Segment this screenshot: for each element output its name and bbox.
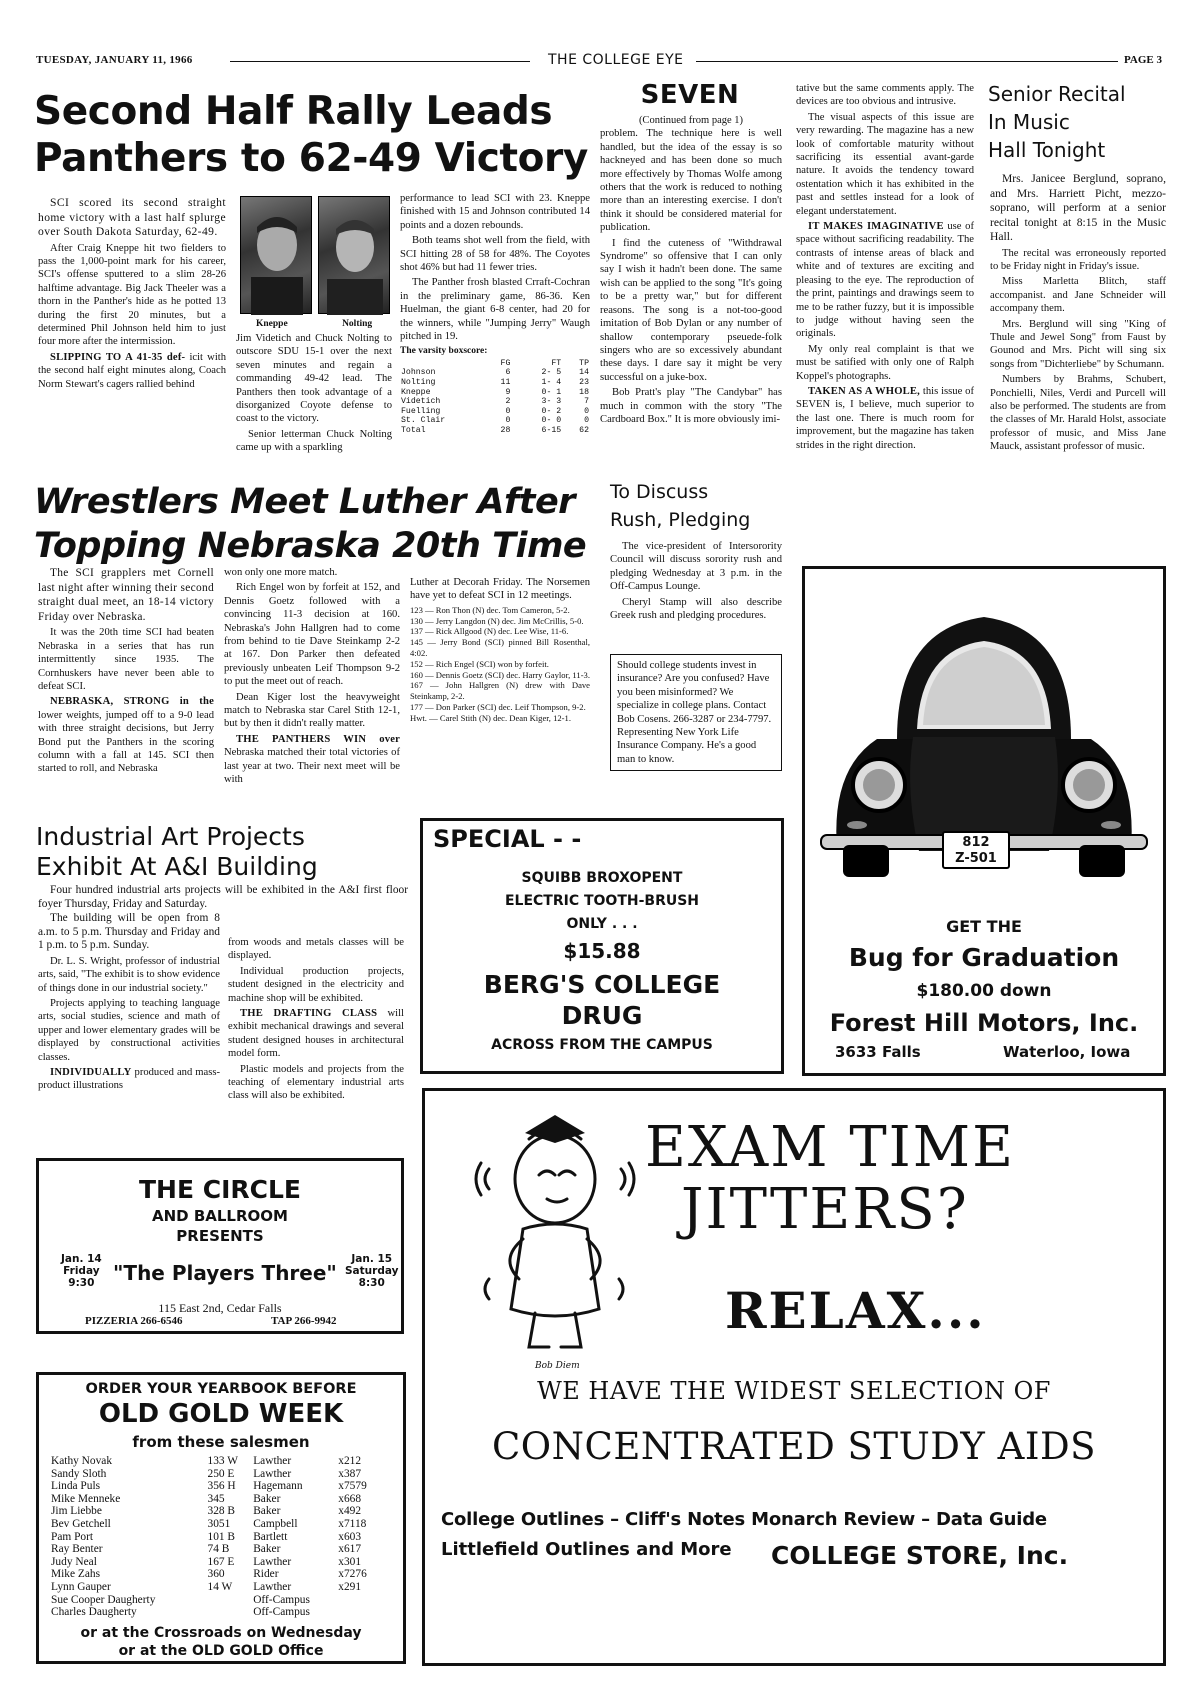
recital-body: Mrs. Janicee Berglund, soprano, and Mrs. Harriett Picht, mezzo-soprano, will perform at a senior recital tonight at 8:15 in the Music Hall. The recital was erroneously reported to be Friday night in Friday's issue. Miss Marletta Blitch, staff accompanist. and Jane Schneider will accompany them. Mrs. Berglund will sing "King of Thule and Jewel Song" from Faust by Gounod and Mrs. Picht will sing six songs from "Dichterliebe" by Schumann. Numbers by Brahms, Schubert, Ponchielli, Niles, Verdi and Purcell will also be performed. The students are from the classes of Mr. Harald Holst, associate professor of music, and Miss Jane Mauck, assistant professor of music. — [990, 172, 1166, 453]
masthead-date: TUESDAY, JANUARY 11, 1966 — [36, 54, 193, 66]
table-row: Linda Puls 356 H Hagemann x7579 — [51, 1480, 367, 1493]
table-row: Jim Liebbe 328 B Baker x492 — [51, 1505, 362, 1518]
table-row: Fuelling 0 0- 2 0 — [401, 406, 589, 416]
masthead-page: PAGE 3 — [1124, 54, 1162, 66]
list-item: 160 — Dennis Goetz (SCI) dec. Harry Gaylor, 11-3. — [410, 669, 590, 680]
seven-col1: (Continued from page 1) problem. The technique here is well handled, but the idea of the essay is so hackneyed and has been done so much more effectively by Thomas Wolfe among others that the work is reduced to nothing more than an interesting exercise. I don't think it should be considered material for publication. I find the cuteness of "Withdrawal Syndrome" so offensive that I can only say I wish it hadn't been done. The same wish can be applied to the song "It's going to be a pretty war," but for different reasons. The song is a not-too-good imitation of Bob Dylan or any number of shallow contemporary pseuede-folk singers who are so excessively abundant these days. I dare say it might be very successful on a juke-box. Bob Pratt's play "The Candybar" has much in common with the story "The Cardboard Box." It is more obviously imi- — [600, 115, 782, 425]
table-row: Lynn Gauper 14 W Lawther x291 — [51, 1580, 362, 1593]
rush-headline: To Discuss Rush, Pledging — [610, 481, 751, 531]
photo-caption-kneppe: Kneppe — [256, 319, 288, 329]
cartoon-signature: Bob Diem — [535, 1361, 580, 1371]
exam-relax: RELAX... — [725, 1281, 986, 1340]
yearbook-title: OLD GOLD WEEK — [98, 1399, 344, 1429]
list-item: 137 — Rick Allgood (N) dec. Lee Wise, 11-6. — [410, 626, 569, 637]
circle-act: "The Players Three" — [113, 1261, 337, 1285]
vw-license-plate: 812 Z-501 — [942, 831, 1010, 869]
list-item: Hwt. — Carel Stith (N) dec. Dean Kiger, 12-1. — [410, 712, 571, 723]
wrestling-results — [410, 605, 590, 724]
photo-caption-nolting: Nolting — [342, 319, 373, 329]
masthead — [36, 54, 1164, 68]
table-row: Mike Menneke 345 Baker x668 — [51, 1492, 362, 1505]
panthers-col3: performance to lead SCI with 23. Kneppe finished with 15 and Johnson contributed 14 points and a dozen rebounds. Both teams shot well from the field, with SCI hitting 28 of 58 for 48%. The Coyotes shot 46% but had 11 fewer tries. The Panther frosh blasted Crraft-Cochran in the preliminary game, 86-36. Ken Huelman, the giant 6-8 center, had 20 for the winners, while "Jumping Jerry" Waugh pitched in 19. The varsity boxscore: FG FT TP Johnson 6 2- 5 14 Nolting 11 1- 4 23 Kneppe 9 0- 1 18 Videtich 2 3- 3 7 Fuelling 0 0- 2 0 St. Clair 0 0- 0 0 Total 28 6-15 62 — [400, 193, 590, 436]
cartoon-character-image — [459, 1109, 649, 1359]
special-tagline: ACROSS FROM THE CAMPUS — [491, 1037, 713, 1053]
list-item: 167 — John Hallgren (N) drew with Dave Steinkamp, 2-2. — [410, 680, 590, 702]
photo-kneppe — [240, 196, 312, 314]
exam-store: COLLEGE STORE, Inc. — [771, 1541, 1069, 1570]
yearbook-ad: ORDER YOUR YEARBOOK BEFORE OLD GOLD WEEK from these salesmen Kathy Novak 133 W Lawther x212 Sandy Sloth 250 E Lawther x387 Linda Puls 356 H Hagemann x7579 Mike Menneke 345 Baker x668 Jim Liebbe 328 B Baker x492 Bev Getchell 3051 Campbell x7118 Pam Port 101 B Bartlett x603 Ray Benter 74 B Baker x617 Judy Neal 167 E Lawther x301 Mike Zahs 360 Rider x7276 Lynn Gauper 14 W Lawther x291 Sue Cooper Daugherty Off-Campus Charles Daugherty Off-Campus or at the Crossroads on Wednesday or at the OLD GOLD Office — [36, 1372, 406, 1664]
circle-ad: THE CIRCLE AND BALLROOM PRESENTS Jan. 14 Friday 9:30 "The Players Three" Jan. 15 Saturday 8:30 115 East 2nd, Cedar Falls PIZZERIA 266-6546 TAP 266-9942 — [36, 1158, 404, 1334]
list-item: 130 — Jerry Langdon (N) dec. Jim McCrillis, 5-0. — [410, 615, 584, 626]
insurance-ad: Should college students invest in insurance? Are you confused? Have you been misinformed? We specialize in college plans. Contact Bob Cosens. 266-3287 or 234-7797. Representing New York Life Insurance Company. He's a good man to know. — [610, 654, 782, 771]
boxscore-header: FG FT TP — [500, 358, 589, 368]
table-row: Bev Getchell 3051 Campbell x7118 — [51, 1517, 367, 1530]
table-row: Kneppe 9 0- 1 18 — [401, 387, 589, 397]
list-item: 152 — Rich Engel (SCI) won by forfeit. — [410, 658, 549, 669]
panthers-col1: SCI scored its second straight home victory with a last half splurge over South Dakota Saturday, 62-49. After Craig Kneppe hit two fielders to pass the 1,000-point mark for his career, SCI's offense sputtered to a slim 28-26 halftime advantage. Big Jack Theeler was a thorn in the Panther's hide as he potted 13 during the first 20 minutes, but a determined Phil Johnson held him to just four more after the intermission. SLIPPING TO A 41-35 def- icit with the second half eight minutes along, Coach Norm Stewart's cagers rallied behind — [38, 196, 227, 390]
industrial-col2: from woods and metals classes will be displayed. Individual production projects, student designed in the electricity and machine shop will be exhibited. THE DRAFTING CLASS will exhibit mechanical drawings and several student designed houses in architectural model form. Plastic models and projects from the teaching of elementary industrial arts class will also be exhibited. — [228, 937, 404, 1102]
list-item: 123 — Ron Thon (N) dec. Tom Cameron, 5-2. — [410, 604, 570, 615]
list-item: 177 — Don Parker (SCI) dec. Leif Thompson, 9-2. — [410, 701, 586, 712]
vw-ad: 812 Z-501 GET THE Bug for Graduation $180.00 down Forest Hill Motors, Inc. 3633 Falls Waterloo, Iowa — [802, 566, 1166, 1076]
table-row: Ray Benter 74 B Baker x617 — [51, 1543, 362, 1556]
circle-title: THE CIRCLE — [138, 1175, 301, 1204]
special-price: $15.88 — [563, 939, 641, 963]
table-row: Kathy Novak 133 W Lawther x212 — [51, 1455, 362, 1467]
table-row: Nolting 11 1- 4 23 — [401, 378, 589, 388]
seven-col2: tative but the same comments apply. The devices are too obvious and intrusive. The visual aspects of this issue are very rewarding. The magazine has a new look of comfortable maturity without sacrificing its essential avant-garde nature. It avoids the tendency toward ostentation which it has exhibited in the past and settles instead for a look of elegant understatement. IT MAKES IMAGINATIVE use of space without sacrificing readability. The contrasts of intense areas of black and white and of textures are exciting and pleasing to the eye. The reproduction of the print, paintings and drawings seem to me to be rather fuzzy, but it is impossible to judge without having seen the originals. My only real complaint is that we must be satified with only one of Ralph Koppel's photographs. TAKEN AS A WHOLE, this issue of SEVEN is, I believe, much superior to the last one. There is much room for improvement, but the magazine has taken strides in the right direction. — [796, 83, 974, 451]
table-row: Sue Cooper Daugherty Off-Campus — [51, 1593, 310, 1606]
wrestlers-col1: The SCI grapplers met Cornell last night after winning their second straight dual meet, an 18-14 victory Friday over Nebraska. It was the 20th time SCI had beaten Nebraska in a series that has run intermittently since 1935. The Cornhuskers have never been able to defeat SCI. NEBRASKA, STRONG in the lower weights, jumped off to a 9-0 lead with three straight decisions, but Jerry Bond put the Panthers in the scoring column with a fall at 145. SCI then started to roll, and Nebraska — [38, 567, 214, 775]
boxscore-title: The varsity boxscore: — [400, 346, 488, 357]
table-row: Total 28 6-15 62 — [401, 426, 589, 436]
special-ad: SPECIAL - - SQUIBB BROXOPENT ELECTRIC TOOTH-BRUSH ONLY . . . $15.88 BERG'S COLLEGE DRUG ACROSS FROM THE CAMPUS — [420, 818, 784, 1074]
industrial-headline: Industrial Art Projects Exhibit At A&I Building — [36, 822, 318, 881]
wrestlers-headline: Wrestlers Meet Luther After Topping Nebraska 20th Time — [34, 482, 587, 566]
table-row: Johnson 6 2- 5 14 — [401, 368, 589, 378]
rush-body: The vice-president of Intersorority Council will discuss sorority rush and pledging Wednesday at 3 p.m. in the Off-Campus Lounge. Cheryl Stamp will also describe Greek rush and pledging procedures. — [610, 541, 782, 622]
salesmen-table — [51, 1455, 381, 1619]
table-row: Pam Port 101 B Bartlett x603 — [51, 1530, 362, 1543]
seven-headline: SEVEN — [640, 80, 740, 110]
wrestlers-col2: won only one more match. Rich Engel won by forfeit at 152, and Dennis Goetz followed with a convincing 11-3 decision at 160. Nebraska's John Hallgren had to come from behind to tie Dave Steinkamp 2-2 at 167. Don Parker then defeated previously unbeaten Leif Thompson 9-2 to put the meet out of reach. Dean Kiger lost the heavyweight match to Nebraska star Carel Stith 12-1, but by then it didn't really matter. THE PANTHERS WIN over Nebraska matched their total victories of last year at two. Their next meet will be with — [224, 567, 400, 786]
vw-slogan: Bug for Graduation — [848, 943, 1120, 972]
industrial-lead: Four hundred industrial arts projects will be exhibited in the A&I first floor foyer Thursday, Friday and Saturday. — [38, 884, 408, 910]
table-row: Videtich 2 3- 3 7 — [401, 397, 589, 407]
panthers-headline: Second Half Rally Leads Panthers to 62-49 Victory — [34, 89, 588, 181]
exam-ad: Bob Diem EXAM TIME JITTERS? RELAX... WE HAVE THE WIDEST SELECTION OF CONCENTRATED STUDY AIDS College Outlines – Cliff's Notes Monarch Review – Data Guide Littlefield Outlines and More COLLEGE STORE, Inc. — [422, 1088, 1166, 1666]
exam-study-aids: CONCENTRATED STUDY AIDS — [492, 1425, 1096, 1468]
special-store: BERG'S COLLEGE DRUG — [483, 970, 721, 1030]
table-row: Mike Zahs 360 Rider x7276 — [51, 1568, 367, 1581]
table-row: Sandy Sloth 250 E Lawther x387 — [51, 1467, 362, 1480]
industrial-col1: The building will be open from 8 a.m. to 5 p.m. Thursday and Friday and 1 p.m. to 5 p.m. Sunday. Dr. L. S. Wright, professor of industrial arts, said, "The exhibit is to show evidence of things done in our industrial society." Projects applying to teaching language arts, social studies, science and math of upper and lower elementary grades will be displayed by constructional activities classes. INDIVIDUALLY produced and mass-product illustrations — [38, 912, 220, 1092]
vw-dealer: Forest Hill Motors, Inc. — [829, 1009, 1139, 1037]
boxscore-table — [400, 359, 590, 436]
masthead-paper: THE COLLEGE EYE — [548, 52, 684, 68]
photo-nolting — [318, 196, 390, 314]
table-row: Judy Neal 167 E Lawther x301 — [51, 1555, 362, 1568]
special-title: SPECIAL - - — [433, 825, 582, 853]
wrestlers-col3: Luther at Decorah Friday. The Norsemen have yet to defeat SCI in 12 meetings. 123 — Ron Thon (N) dec. Tom Cameron, 5-2. 130 — Jerry Langdon (N) dec. Jim McCrillis, 5-0. 137 — Rick Allgood (N) dec. Lee Wise, 11-6. 145 — Jerry Bond (SCI) pinned Bill Rosenthal, 4:02. 152 — Rich Engel (SCI) won by forfeit. 160 — Dennis Goetz (SCI) dec. Harry Gaylor, 11-3. 167 — John Hallgren (N) drew with Dave Steinkamp, 2-2. 177 — Don Parker (SCI) dec. Leif Thompson, 9-2. Hwt. — Carel Stith (N) dec. Dean Kiger, 12-1. — [410, 577, 590, 723]
list-item: 145 — Jerry Bond (SCI) pinned Bill Rosenthal, 4:02. — [410, 637, 590, 658]
recital-headline: Senior Recital In Music Hall Tonight — [988, 82, 1126, 162]
table-row: Charles Daugherty Off-Campus — [51, 1606, 310, 1619]
exam-headline: EXAM TIME JITTERS? — [645, 1115, 1016, 1242]
table-row: St. Clair 0 0- 0 0 — [401, 416, 589, 426]
panthers-col2: Jim Videtich and Chuck Nolting to outscore SDU 15-1 over the next seven minutes and regain a commanding 49-42 lead. The Panthers then took advantage of a disorganized Coyote defense to coast to the victory. Senior letterman Chuck Nolting came up with a sparkling — [236, 333, 392, 454]
